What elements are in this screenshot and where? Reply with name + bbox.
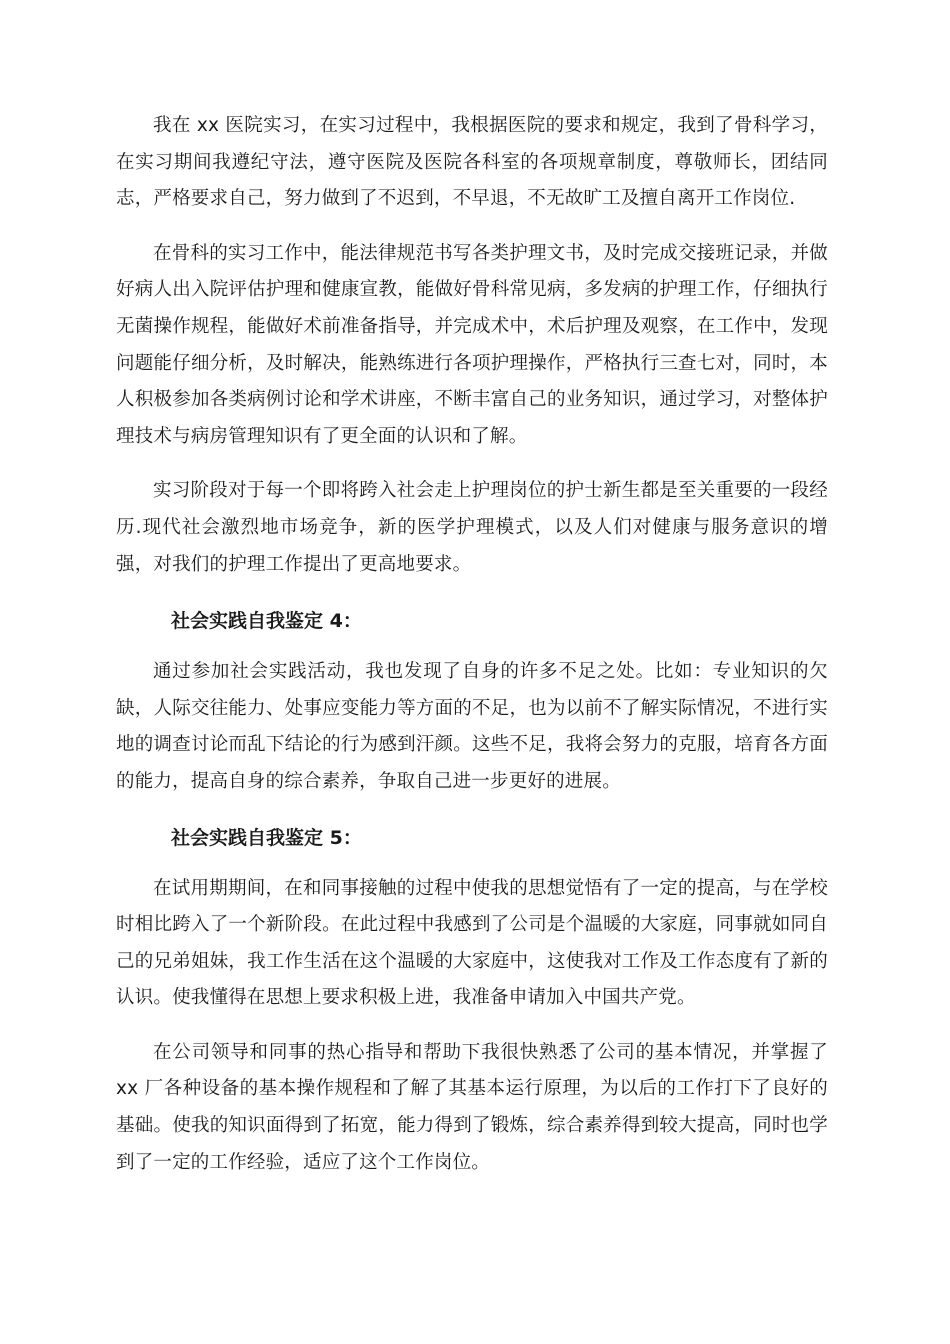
paragraph-social-practice: 通过参加社会实践活动，我也发现了自身的许多不足之处。比如：专业知识的欠缺，人际交往能力、处事应变能力等方面的不足，也为以前不了解实际情况，不进行实地的调查讨论而乱下结论的行为感到汗颜。这些不足，我将会努力的克服，培育各方面的能力，提高自身的综合素养，争取自己进一步更好的进展。 [116,661,828,792]
paragraph-internship-orthopedics: 我在 xx 医院实习，在实习过程中，我根据医院的要求和规定，我到了骨科学习，在实习期间我遵纪守法，遵守医院及医院各科室的各项规章制度，尊敬师长，团结同志，严格要求自己，努力做到了不迟到，不早退，不无故旷工及擅自离开工作岗位. [116,115,828,210]
paragraph-company-guidance: 在公司领导和同事的热心指导和帮助下我很快熟悉了公司的基本情况，并掌握了 xx 厂各种设备的基本操作规程和了解了其基本运行原理，为以后的工作打下了良好的基础。使我的知识面得到了拓宽，能力得到了锻炼，综合素养得到较大提高，同时也学到了一定的工作经验，适应了这个工作岗位。 [116,1041,828,1173]
paragraph-internship-stage: 实习阶段对于每一个即将跨入社会走上护理岗位的护士新生都是至关重要的一段经历.现代社会激烈地市场竞争，新的医学护理模式，以及人们对健康与服务意识的增强，对我们的护理工作提出了更高地要求。 [116,480,828,575]
section-heading-5: 社会实践自我鉴定 5： [171,826,362,849]
paragraph-nursing-work: 在骨科的实习工作中，能法律规范书写各类护理文书，及时完成交接班记录，并做好病人出入院评估护理和健康宣教，能做好骨科常见病，多发病的护理工作，仔细执行无菌操作规程，能做好术前准备指导，并完成术中，术后护理及观察，在工作中，发现问题能仔细分析，及时解决，能熟练进行各项护理操作，严格执行三查七对，同时，本人积极参加各类病例讨论和学术讲座，不断丰富自己的业务知识，通过学习，对整体护理技术与病房管理知识有了更全面的认识和了解。 [116,242,828,447]
paragraph-probation-period: 在试用期期间，在和同事接触的过程中使我的思想觉悟有了一定的提高，与在学校时相比跨入了一个新阶段。在此过程中我感到了公司是个温暖的大家庭，同事就如同自己的兄弟姐妹，我工作生活在这个温暖的大家庭中，这使我对工作及工作态度有了新的认识。使我懂得在思想上要求积极上进，我准备申请加入中国共产党。 [116,877,828,1009]
section-heading-4: 社会实践自我鉴定 4： [171,610,362,633]
document-page [116,108,828,1199]
